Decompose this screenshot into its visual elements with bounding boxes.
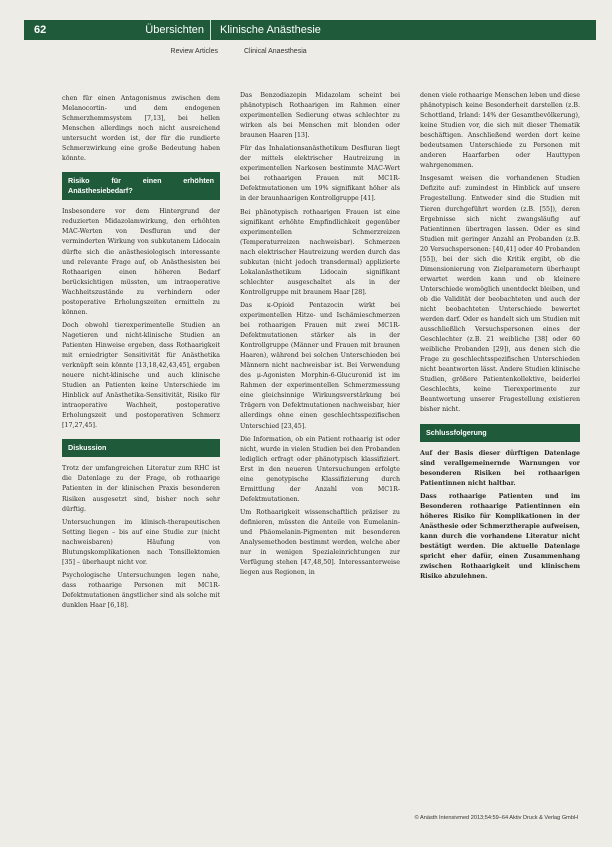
running-header — [24, 20, 596, 40]
text-column-3 — [420, 91, 580, 585]
paragraph: Insbesondere vor dem Hintergrund der reduzierten Midazolamwirkung, den erhöhten MAC-Werten von Desfluran und der verminderten Wirkung von subkutanem Lidocain dürfte sich die anästhesiologisch interessante und relevante Frage auf, ob Anästhesisten bei Rothaarigen einen höheren Bedarf berücksichtigen müssten, um intraoperative Wachheitszustände zu verhindern oder postoperative Erholungszeiten ermitteln zu können. — [62, 208, 220, 316]
conclusion-paragraph: Dass rothaarige Patienten und im Besonderen rothaarige Patientinnen ein höheres Risiko für Komplikationen in der Anästhesie oder Schmerztherapie aufweisen, kann durch die vorhandene Literatur nicht bestätigt werden. Die aktuelle Datenlage spricht eher dafür, einen Zusammenhang zwischen Rothaarigkeit und klinischem Risiko abzulehnen. — [420, 492, 580, 581]
conclusion-paragraph: Auf der Basis dieser dürftigen Datenlage sind verallgemeinernde Warnungen vor besonderen Risiken bei rothaarigen Patientinnen nicht haltbar. — [420, 449, 580, 487]
section-heading-risk: Risiko für einen erhöhten Anästhesiebedarf? — [62, 172, 220, 200]
paragraph: chen für einen Antagonismus zwischen dem Melanocortin- und dem endogenen Schmerzhemmsystem [7,13], bei hellen Menschen allerdings noch nicht ausreichend untersucht worden ist, der für die rundierte Schmerzwirkung eine große Bedeutung haben könnte. — [62, 95, 220, 163]
section-heading-conclusion: Schlussfolgerung — [420, 424, 580, 442]
conclusion-block — [420, 449, 580, 583]
subheader-review-articles: Review Articles — [170, 48, 218, 55]
paragraph: Die Information, ob ein Patient rothaarig ist oder nicht, wurde in vielen Studien bei den Probanden lediglich erfragt oder phänotypisch klassifiziert. Erst in den neueren Untersuchungen erfolgte eine genotypische Klassifizierung durch Ermittlung der Anzahl von MC1R-Defektmutationen. — [240, 435, 400, 503]
paragraph: Bei phänotypisch rothaarigen Frauen ist eine signifikant erhöhte Empfindlichkeit gegenüber experimentellen Schmerzreizen (Temperaturreizen nachweisbar). Schmerzen nach elektrischer Hautreizung werden durch das subkutan (nicht jedoch transdermal) applizierte Lokalanästhetikum Lidocain signifikant schlechter ausgeschaltet als in der Kontrollgruppe mit braunem Haar [28]. — [240, 208, 400, 296]
paragraph: Untersuchungen im klinisch-therapeutischen Setting liegen – bis auf eine Studie zur (nicht nachweisbaren) Häufung von Blutungskomplikationen nach Tonsillektomien [35] – überhaupt nicht vor. — [62, 518, 220, 566]
copyright-footer: © Anästh Intensivmed 2013;54:59–64 Aktiv Druck & Verlag GmbH — [414, 815, 578, 821]
paragraph: denen viele rothaarige Menschen leben und diese phänotypisch keine Besonderheit darstellen (z.B. Schottland, Irland: 14% der Gesamtbevölkerung), keine Studien vor, die sich mit dieser Thematik beschäftigen. Anschließend werden dort keine bedeutsamen Unterschiede zu Personen mit anderen Haarfarben oder Hauttypen wahrgenommen. — [420, 92, 580, 170]
paragraph: Das Benzodiazepin Midazolam scheint bei phänotypisch Rothaarigen im Rahmen einer experimentellen Sedierung etwas schlechter zu wirken als bei Menschen mit blonden oder braunen Haaren [13]. — [240, 92, 400, 140]
section-heading-discussion: Diskussion — [62, 439, 220, 457]
section-title-primary: Übersichten — [145, 24, 204, 36]
section-title-secondary: Klinische Anästhesie — [220, 24, 321, 36]
paragraph: Psychologische Untersuchungen legen nahe, dass rothaarige Personen mit MC1R-Defektmutationen ängstlicher sind als solche mit dunklen Haar [6,18]. — [62, 571, 220, 609]
paragraph: Doch obwohl tierexperimentelle Studien an Nagetieren und nicht-klinische Studien an Patienten Hinweise ergeben, dass Rothaarigkeit mit erniedrigter Sensitivität für Anästhetika verknüpft sein könnte [13,18,42,43,45], ergaben neuere nicht-klinische und auch klinische Studien an Patienten keine Unterschiede im Hinblick auf Anästhetika-Sensitivität, Risiko für intraoperative Wachheit, postoperative Erholungszeit und postoperativen Schmerz [17,27,45]. — [62, 321, 220, 430]
text-column-2 — [240, 91, 400, 581]
page-number: 62 — [34, 24, 47, 36]
header-divider — [210, 20, 211, 40]
paragraph: Um Rothaarigkeit wissenschaftlich präziser zu definieren, müssten die Anteile von Eumelanin- und Phäomelanin-Pigmenten mit besonderen Analysemethoden bestimmt werden, welche aber nur in wenigen Spezialeinrichtungen zur Verfügung stehen [47,48,50]. Interessanterweise liegen aus Regionen, in — [240, 508, 400, 577]
paragraph: Insgesamt weisen die vorhandenen Studien Defizite auf: zumindest in Hinblick auf unsere Fragestellung. Entweder sind die Studien mit Tieren durchgeführt worden (z.B. [55]), deren Ergebnisse sich nicht zwangsläufig auf Patientinnen übertragen lassen. Oder es sind Studien mit geringer Anzahl an Probanden (z.B. 20 Versuchspersonen: [40,41] oder 40 Probanden [55]), bei der sich die Kritik ergibt, ob die Dimensionierung von Zielparametern überhaupt erwartet werden kann und ob kleinere Unterschiede womöglich unentdeckt bleiben, und ob die Validität der beobachteten und auch der nicht beobachteten Unterschiede bewertet werden darf. Oder es handelt sich um Studien mit ausschließlich Versuchspersonen eines der Geschlechter (z.B. 21 weibliche [38] oder 60 weibliche Probanden [29]), aus denen sich die Frage zu geschlechtsspezifischen Unterschieden nicht beantworten lässt. Andere Studien klinische Studien, größere Patientenkollektive, beiderlei Geschlechts, keine Tierexperimente zur Beantwortung unserer Fragestellung existieren bisher nicht. — [420, 175, 581, 414]
subheader-clinical-anaesthesia: Clinical Anaesthesia — [244, 48, 307, 55]
text-column-1 — [62, 94, 220, 614]
paragraph: Für das Inhalationsanästhetikum Desfluran liegt der mittels elektrischer Hautreizung in experimentellen Narkosen bestimmte MAC-Wert bei rothaarigen Frauen mit MC1R-Defektmutationen um 19% signifikant höher als in der braunhaarigen Kontrollgruppe [41]. — [240, 145, 400, 203]
paragraph: Trotz der umfangreichen Literatur zum RHC ist die Datenlage zu der Frage, ob rothaarige Patienten in der klinischen Praxis besonderen Risiken ausgesetzt sind, bisher noch sehr dürftig. — [62, 465, 220, 513]
paragraph: Das κ-Opioid Pentazocin wirkt bei experimentellen Hitze- und Ischämieschmerzen bei rothaarigen Frauen mit zwei MC1R-Defektmutationen stärker als in der Kontrollgruppe (Männer und Frauen mit braunen Haaren), während bei solchen Unterschieden bei Männern nicht nachweisbar ist. Bei Verwendung des μ-Agonisten Morphin-6-Glucuronid ist im Rahmen der experimentellen Schmerzmessung eine gleichsinnige Wirkungsverstärkung bei Trägern von Defektmutationen nachweisbar, hier allerdings ohne einen geschlechtsspezifischen Unterschied [23,45]. — [240, 301, 400, 430]
